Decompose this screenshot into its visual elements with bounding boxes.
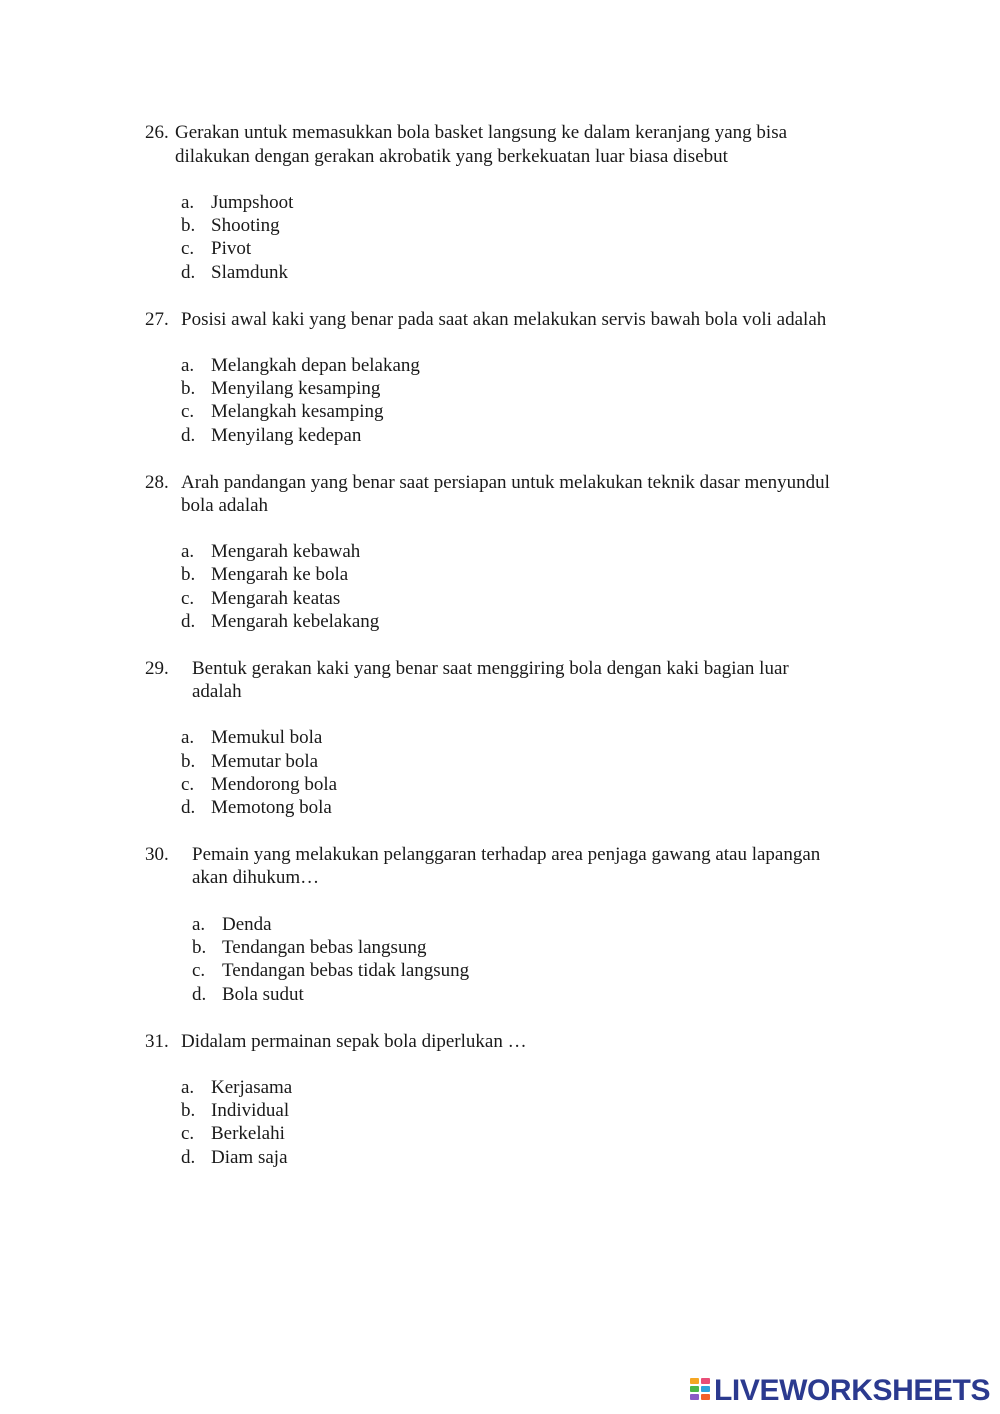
option-letter: a. (192, 914, 206, 935)
option-text: Mengarah keatas (211, 588, 341, 609)
option-b[interactable] (181, 377, 380, 400)
option-text: Mengarah kebelakang (211, 611, 380, 632)
option-text: Melangkah kesamping (211, 401, 384, 422)
option-letter: d. (181, 262, 196, 283)
option-c[interactable] (181, 587, 340, 610)
question-text-line: Bentuk gerakan kaki yang benar saat menggiring bola dengan kaki bagian luar (192, 658, 789, 679)
question-text-line: Gerakan untuk memasukkan bola basket langsung ke dalam keranjang yang bisa (175, 122, 788, 143)
option-letter: c. (181, 1123, 195, 1144)
option-d[interactable] (181, 424, 361, 447)
question-number: 26. (145, 122, 169, 143)
option-text: Tendangan bebas langsung (222, 937, 427, 958)
option-text: Tendangan bebas tidak langsung (222, 960, 470, 981)
liveworksheets-logo (690, 1374, 990, 1408)
option-letter: c. (181, 401, 195, 422)
option-text: Berkelahi (211, 1123, 285, 1144)
option-letter: d. (181, 611, 196, 632)
option-c[interactable] (192, 959, 469, 982)
option-c[interactable] (181, 400, 384, 423)
option-b[interactable] (181, 750, 318, 773)
question-text-line: bola adalah (181, 495, 269, 516)
option-text: Pivot (211, 238, 252, 259)
option-text: Slamdunk (211, 262, 289, 283)
logo-mark-icon (690, 1377, 712, 1405)
option-a[interactable] (181, 540, 360, 563)
question-text-line: Posisi awal kaki yang benar pada saat akan melakukan servis bawah bola voli adalah (181, 309, 827, 330)
option-a[interactable] (192, 913, 272, 936)
option-letter: b. (181, 378, 196, 399)
option-c[interactable] (181, 773, 337, 796)
question-text-line: Arah pandangan yang benar saat persiapan untuk melakukan teknik dasar menyundul (181, 472, 830, 493)
logo-text: LIVEWORKSHEETS (714, 1374, 991, 1408)
question-text-line: Didalam permainan sepak bola diperlukan … (181, 1031, 527, 1052)
option-d[interactable] (181, 796, 332, 819)
option-letter: a. (181, 355, 195, 376)
option-d[interactable] (181, 610, 379, 633)
option-text: Melangkah depan belakang (211, 355, 420, 376)
option-text: Jumpshoot (211, 192, 294, 213)
option-text: Memotong bola (211, 797, 332, 818)
option-letter: d. (181, 1147, 196, 1168)
option-letter: a. (181, 727, 195, 748)
option-letter: c. (181, 238, 195, 259)
question-number: 31. (145, 1031, 169, 1052)
option-a[interactable] (181, 726, 322, 749)
option-b[interactable] (181, 1099, 289, 1122)
question-number: 28. (145, 472, 169, 493)
option-a[interactable] (181, 354, 420, 377)
option-c[interactable] (181, 237, 251, 260)
option-text: Mengarah kebawah (211, 541, 361, 562)
question-number: 30. (145, 844, 169, 865)
option-text: Shooting (211, 215, 280, 236)
option-a[interactable] (181, 1076, 292, 1099)
option-d[interactable] (181, 261, 288, 284)
question-number: 27. (145, 309, 169, 330)
option-b[interactable] (181, 214, 280, 237)
option-letter: c. (181, 588, 195, 609)
option-letter: a. (181, 1077, 195, 1098)
option-letter: b. (181, 215, 196, 236)
option-a[interactable] (181, 191, 293, 214)
option-d[interactable] (181, 1146, 288, 1169)
option-text: Kerjasama (211, 1077, 293, 1098)
option-letter: c. (181, 774, 195, 795)
question-text-line: akan dihukum… (192, 867, 320, 888)
option-text: Mendorong bola (211, 774, 338, 795)
option-letter: a. (181, 192, 195, 213)
option-letter: d. (192, 984, 207, 1005)
option-d[interactable] (192, 983, 304, 1006)
question-text-line: Pemain yang melakukan pelanggaran terhadap area penjaga gawang atau lapangan (192, 844, 821, 865)
option-text: Menyilang kesamping (211, 378, 381, 399)
option-letter: b. (192, 937, 207, 958)
option-text: Denda (222, 914, 272, 935)
option-letter: b. (181, 1100, 196, 1121)
option-letter: b. (181, 564, 196, 585)
option-c[interactable] (181, 1122, 285, 1145)
option-letter: d. (181, 425, 196, 446)
option-letter: b. (181, 751, 196, 772)
option-b[interactable] (192, 936, 426, 959)
question-text-line: dilakukan dengan gerakan akrobatik yang berkekuatan luar biasa disebut (175, 146, 728, 167)
option-text: Memutar bola (211, 751, 319, 772)
option-letter: c. (192, 960, 206, 981)
option-text: Menyilang kedepan (211, 425, 362, 446)
option-text: Bola sudut (222, 984, 304, 1005)
option-letter: d. (181, 797, 196, 818)
option-letter: a. (181, 541, 195, 562)
question-number: 29. (145, 658, 169, 679)
option-b[interactable] (181, 563, 348, 586)
option-text: Individual (211, 1100, 290, 1121)
option-text: Diam saja (211, 1147, 288, 1168)
option-text: Memukul bola (211, 727, 323, 748)
option-text: Mengarah ke bola (211, 564, 349, 585)
question-text-line: adalah (192, 681, 242, 702)
